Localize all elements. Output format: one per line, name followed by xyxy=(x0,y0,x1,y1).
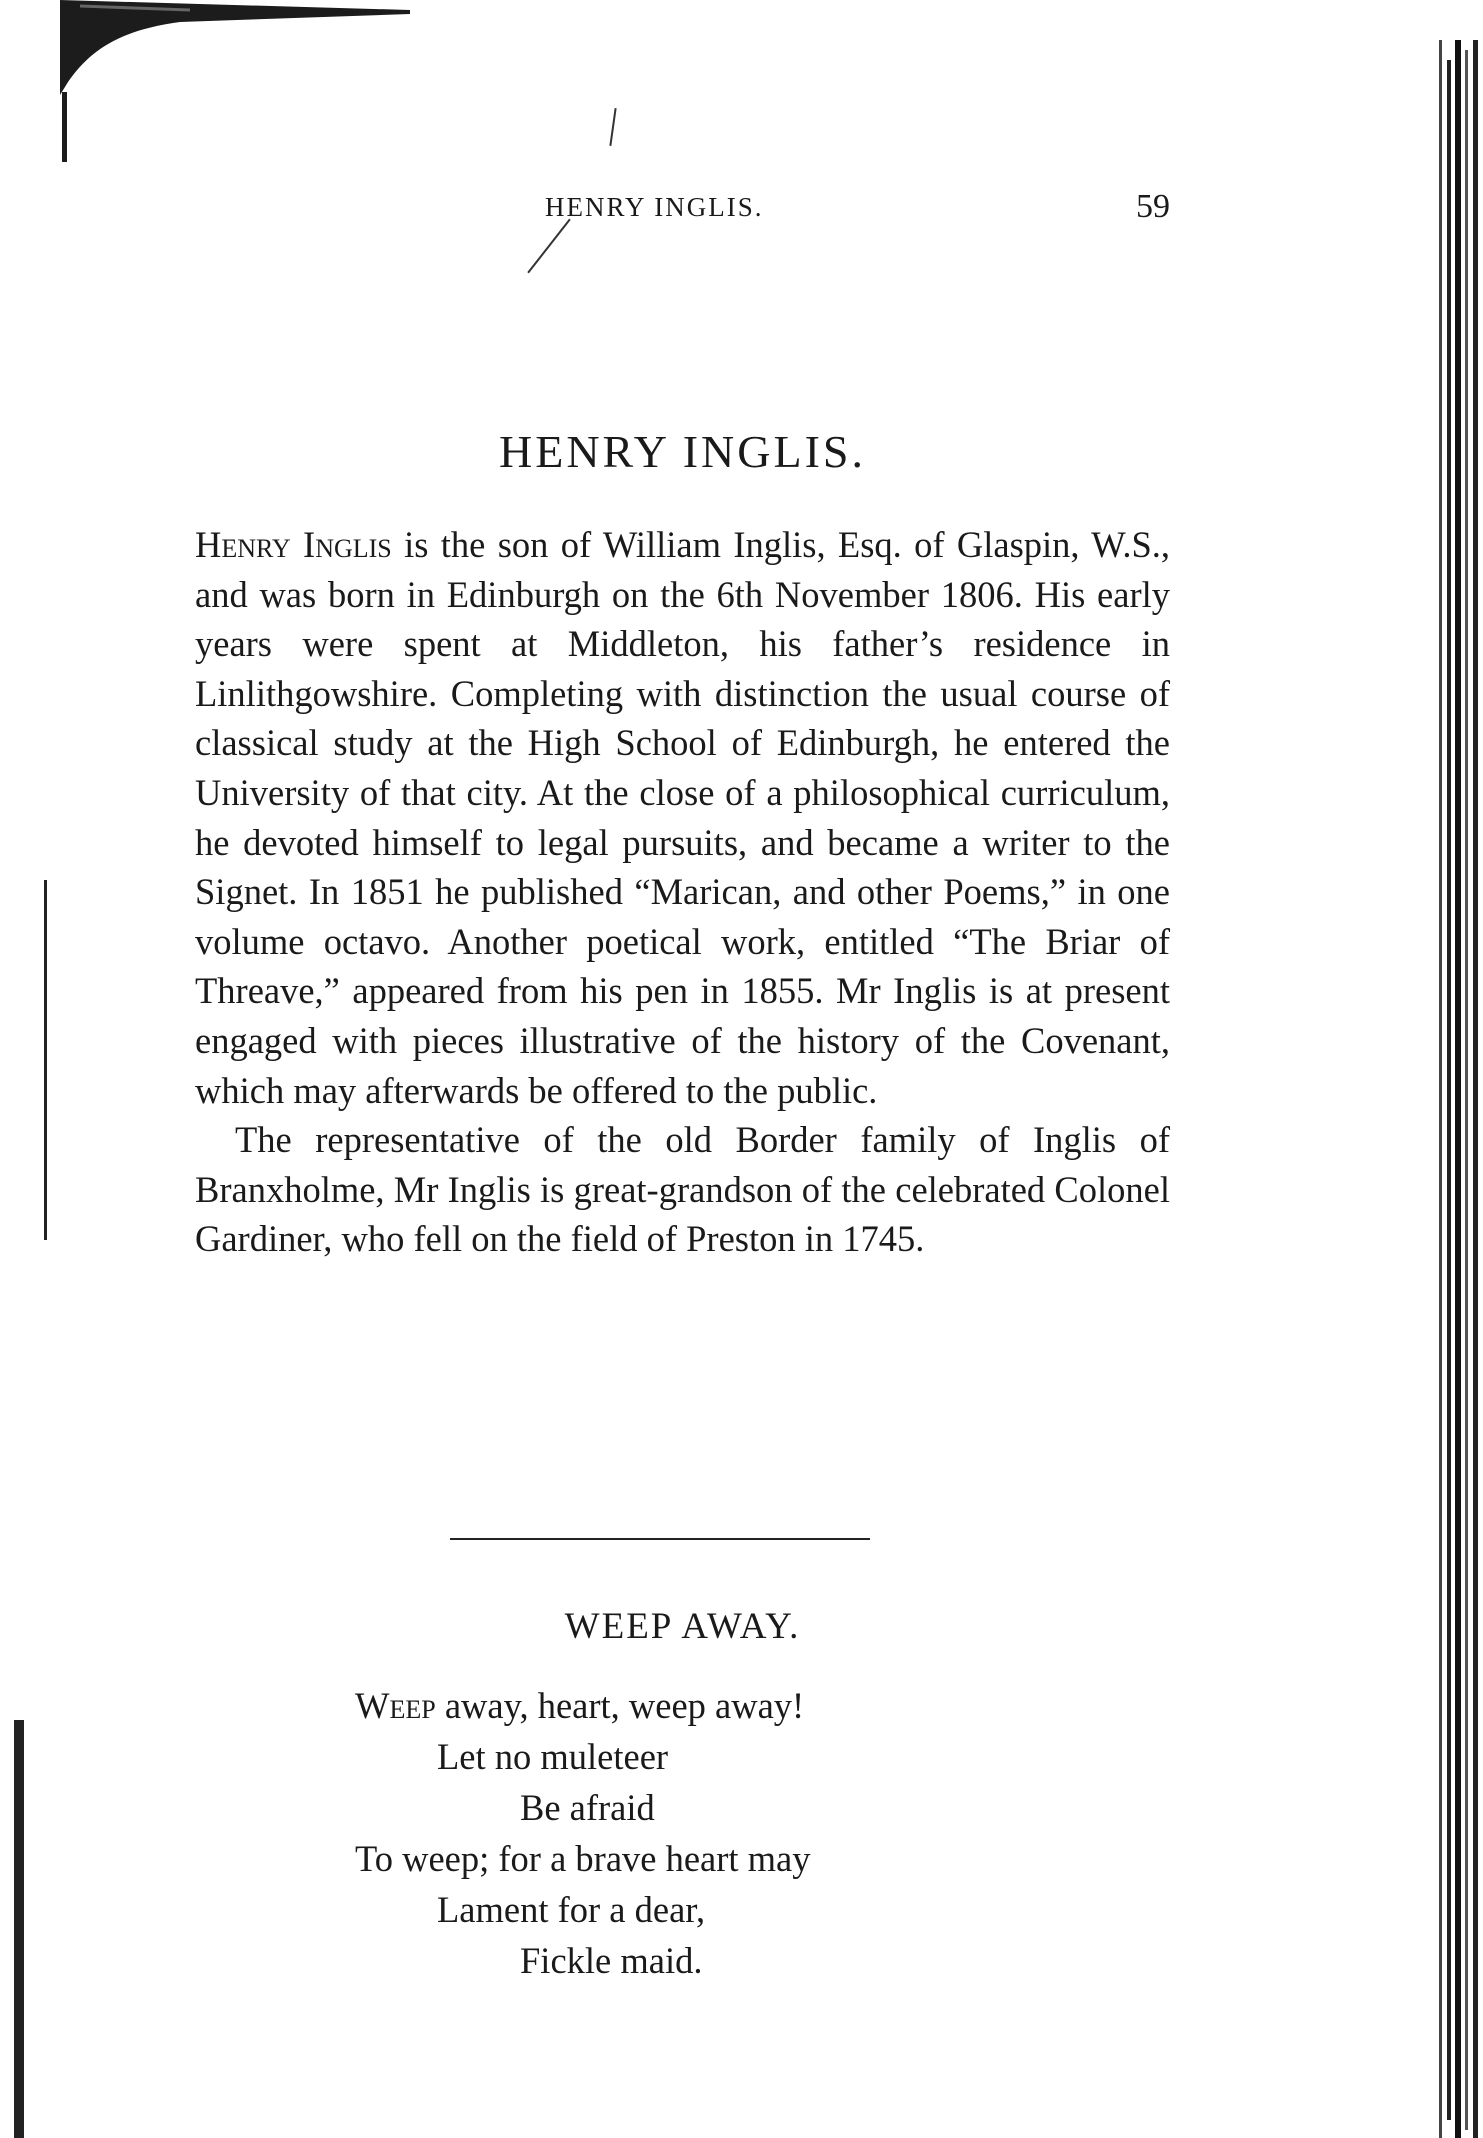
left-margin-mark xyxy=(44,880,47,1240)
biography-paragraph: Henry Inglis is the son of William Inglis, Esq. of Glaspin, W.S., and was born in Edinburgh on the 6th November 1806. His early years were spent at Middleton, his father’s residence in Linlithgowshire. Completing with distinction the usual course of classical study at the High School of Edinburgh, he entered the University of that city. At the close of a philosophical curriculum, he devoted himself to legal pursuits, and became a writer to the Signet. In 1851 he published “Marican, and other Poems,” in one volume octavo. Another poetical work, entitled “The Briar of Threave,” appeared from his pen in 1855. Mr Inglis is at present engaged with pieces illustrative of the history of the Covenant, which may afterwards be offered to the public. xyxy=(195,524,1170,1111)
running-title: HENRY INGLIS. xyxy=(545,192,764,222)
poem-line: Be afraid xyxy=(520,1787,655,1828)
biography-paragraph: The representative of the old Border family of Inglis of Branxholme, Mr Inglis is great-grandson of the celebrated Colonel Gardiner, who fell on the field of Preston in 1745. xyxy=(195,1119,1170,1260)
scan-corner-artifact xyxy=(0,0,420,170)
poem-title: WEEP AWAY. xyxy=(564,1606,801,1647)
poem-line: Let no muleteer xyxy=(437,1736,669,1777)
running-head xyxy=(195,188,1170,232)
poem-line: Weep away, heart, weep away! xyxy=(355,1685,805,1726)
scan-edge-artifact xyxy=(1435,40,1483,2138)
left-margin-mark xyxy=(14,1720,24,2138)
poem xyxy=(355,1680,1055,1986)
section-divider xyxy=(450,1538,870,1540)
subject-name: Henry Inglis xyxy=(195,524,392,565)
poem-line: To weep; for a brave heart may xyxy=(355,1838,811,1879)
pencil-mark xyxy=(609,108,616,146)
page-number: 59 xyxy=(1136,188,1170,225)
poem-line: Fickle maid. xyxy=(520,1940,703,1981)
biography xyxy=(195,520,1170,1264)
chapter-title: HENRY INGLIS. xyxy=(499,426,866,477)
poem-line: Lament for a dear, xyxy=(437,1889,706,1930)
